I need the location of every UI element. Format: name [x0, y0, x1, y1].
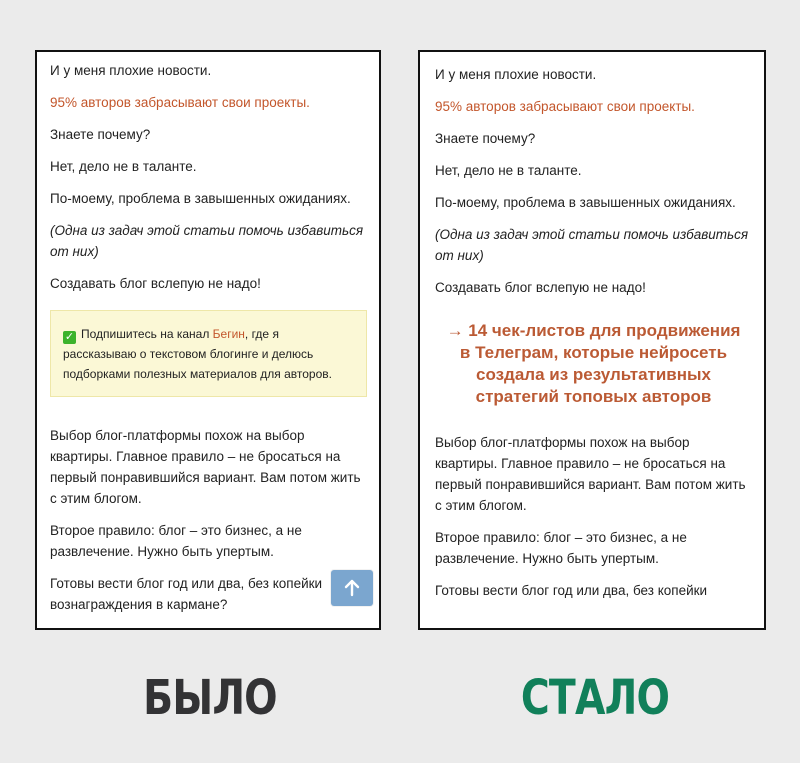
channel-link[interactable]: Бегин [212, 327, 245, 341]
article-line: И у меня плохие новости. [50, 63, 212, 78]
article-line-accent: 95% авторов забрасывают свои проекты. [50, 95, 310, 110]
arrow-up-icon [344, 579, 360, 597]
before-caption: БЫЛО [143, 670, 277, 726]
article-line: Второе правило: блог – это бизнес, а не развлечение. Нужно быть упертым. [435, 530, 687, 566]
article-line: Создавать блог вслепую не надо! [435, 280, 646, 295]
article-line: Нет, дело не в таланте. [435, 163, 582, 178]
article-line: Создавать блог вслепую не надо! [50, 276, 261, 291]
before-article [50, 60, 367, 626]
article-line-italic: (Одна из задач этой статьи помочь избавиться от них) [435, 227, 749, 263]
before-panel [35, 50, 381, 630]
article-line: Второе правило: блог – это бизнес, а не развлечение. Нужно быть упертым. [50, 523, 302, 559]
check-mark-icon: ✓ [64, 331, 75, 343]
tip-suffix: , где я рассказываю о текстовом блогинге и делюсь подборками полезных материалов для авторов. [63, 327, 332, 381]
article-line: По-моему, проблема в завышенных ожиданиях. [50, 191, 351, 206]
after-panel [418, 50, 766, 630]
article-line-italic: (Одна из задач этой статьи помочь избавиться от них) [50, 223, 364, 259]
article-line: Выбор блог-платформы похож на выбор квартиры. Главное правило – не бросаться на первый понравившийся вариант. Вам потом жить с этим блогом. [435, 435, 746, 513]
article-line: И у меня плохие новости. [435, 67, 597, 82]
article-line: По-моему, проблема в завышенных ожиданиях. [435, 195, 736, 210]
cta-link[interactable]: → 14 чек-листов для продвижения в Телеграм, которые нейросеть создала из результативных стратегий топовых авторов [446, 321, 741, 406]
after-article [435, 64, 752, 612]
article-line: Знаете почему? [435, 131, 536, 146]
article-line: Выбор блог-платформы похож на выбор квартиры. Главное правило – не бросаться на первый понравившийся вариант. Вам потом жить с этим блогом. [50, 428, 361, 506]
after-caption: СТАЛО [520, 670, 670, 726]
article-line: Готовы вести блог год или два, без копейки вознаграждения в кармане? [50, 576, 323, 612]
subscribe-tip-box [50, 310, 367, 397]
article-line: Нет, дело не в таланте. [50, 159, 197, 174]
article-line: Готовы вести блог год или два, без копейки [435, 583, 708, 598]
scroll-to-top-button[interactable] [331, 570, 373, 606]
tip-prefix: Подпишитесь на канал [81, 327, 213, 341]
article-line-accent: 95% авторов забрасывают свои проекты. [435, 99, 695, 114]
article-line: Знаете почему? [50, 127, 151, 142]
